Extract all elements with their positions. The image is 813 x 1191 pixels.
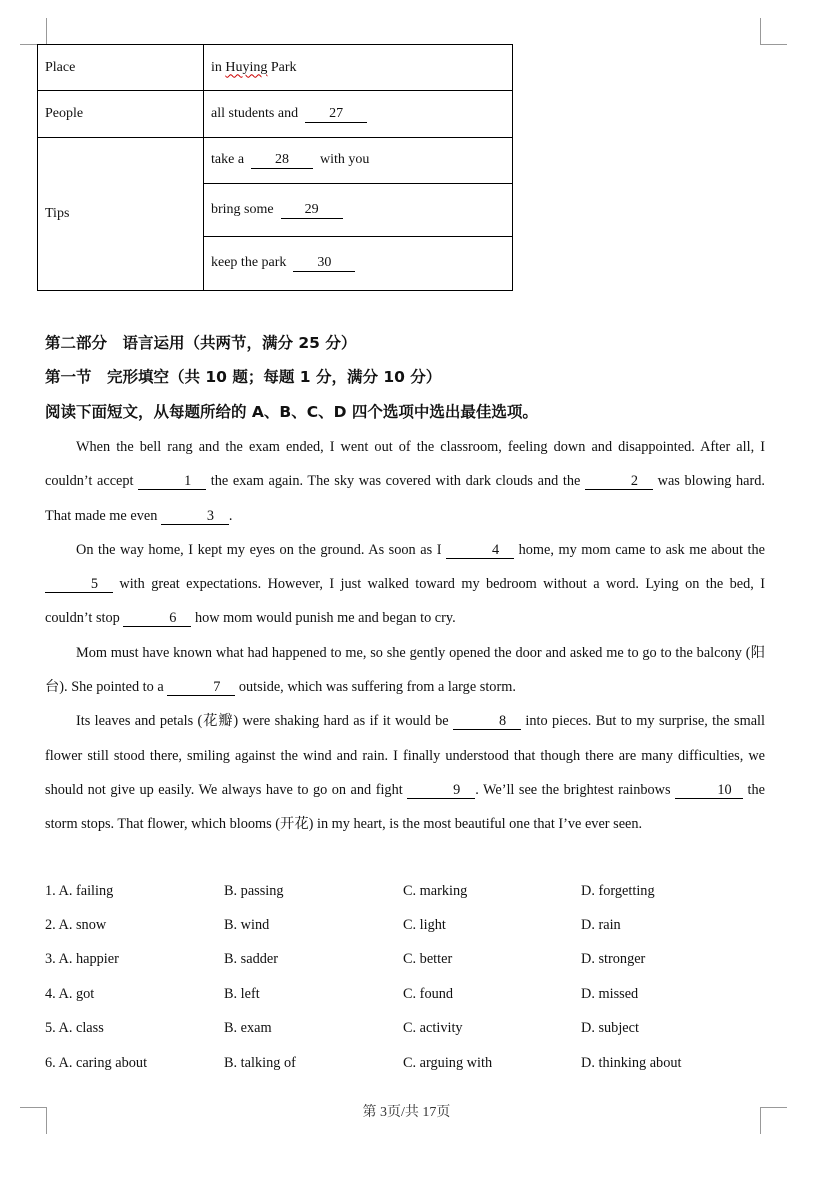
- gap-5: 5: [45, 577, 113, 593]
- blank-30: 30: [293, 255, 355, 272]
- option-b[interactable]: B. talking of: [224, 1054, 296, 1071]
- crop-mark-top-right: [760, 18, 787, 45]
- tip-2: bring some 29: [204, 184, 513, 237]
- blank-29: 29: [281, 202, 343, 219]
- instruction-heading: 阅读下面短文，从每题所给的 A、B、C、D 四个选项中选出最佳选项。: [45, 403, 538, 421]
- tip-1: take a 28 with you: [204, 138, 513, 184]
- option-d[interactable]: D. subject: [581, 1020, 639, 1037]
- table-row-people: [38, 91, 513, 138]
- option-a[interactable]: 1. A. failing: [45, 882, 114, 899]
- blank-27: 27: [305, 106, 367, 123]
- gap-7: 7: [167, 680, 235, 696]
- tips-label: Tips: [38, 138, 204, 291]
- table-row-tip-1: [38, 138, 513, 184]
- option-row-1: [45, 874, 681, 908]
- paragraph-1: When the bell rang and the exam ended, I went out of the classroom, feeling down and disappointed. After all, I couldn’t accept 1 the exam again. The sky was covered with dark clouds and the 2 was blowing hard. That made me even 3 .: [45, 439, 765, 524]
- option-d[interactable]: D. stronger: [581, 951, 646, 968]
- option-c[interactable]: C. marking: [403, 882, 468, 899]
- people-value: all students and 27: [204, 91, 513, 138]
- option-row-4: [45, 977, 681, 1011]
- paragraph-2: On the way home, I kept my eyes on the ground. As soon as I 4 home, my mom came to ask me about the 5 with great expectations. However, I just walked toward my bedroom without a word. Lying on the bed, I couldn’t stop 6 how mom would punish me and began to cry.: [45, 541, 765, 627]
- option-b[interactable]: B. wind: [224, 917, 270, 934]
- option-c[interactable]: C. light: [403, 917, 446, 934]
- option-d[interactable]: D. thinking about: [581, 1054, 682, 1071]
- option-a[interactable]: 2. A. snow: [45, 917, 107, 934]
- gap-2: 2: [585, 474, 653, 490]
- option-b[interactable]: B. sadder: [224, 951, 278, 968]
- gap-1: 1: [138, 474, 206, 490]
- people-label: People: [38, 91, 204, 138]
- option-c[interactable]: C. better: [403, 951, 453, 968]
- gap-8: 8: [453, 714, 521, 730]
- option-d[interactable]: D. missed: [581, 985, 639, 1002]
- info-table: [37, 44, 513, 291]
- place-label: Place: [38, 45, 204, 91]
- section-heading: 第一节 完形填空（共 10 题；每题 1 分，满分 10 分）: [45, 368, 442, 386]
- crop-mark-top-left: [20, 18, 47, 45]
- option-row-2: [45, 908, 681, 942]
- option-c[interactable]: C. activity: [403, 1020, 463, 1037]
- gap-4: 4: [446, 543, 514, 559]
- tip-3: keep the park 30: [204, 237, 513, 291]
- table-row-place: [38, 45, 513, 91]
- place-name: Huying: [225, 59, 268, 75]
- answer-options: [45, 874, 681, 1080]
- option-a[interactable]: 5. A. class: [45, 1020, 104, 1037]
- gap-6: 6: [123, 611, 191, 627]
- page-number-footer: 第 3页/共 17页: [362, 1105, 451, 1120]
- blank-28: 28: [251, 152, 313, 169]
- part-heading: 第二部分 语言运用（共两节，满分 25 分）: [45, 334, 357, 352]
- option-b[interactable]: B. passing: [224, 882, 284, 899]
- paragraph-3: Mom must have known what had happened to me, so she gently opened the door and asked me to go to the balcony (阳台). She pointed to a 7 outside, which was suffering from a large storm.: [45, 644, 765, 696]
- gap-3: 3: [161, 509, 229, 525]
- option-a[interactable]: 6. A. caring about: [45, 1054, 148, 1071]
- paragraph-4: Its leaves and petals (花瓣) were shaking hard as if it would be 8 into pieces. But to my surprise, the small flower still stood there, smiling against the wind and rain. I finally understood that though there are many difficulties, we should not give up easily. We always have to go on and fight 9 . We’ll see the brightest rainbows 10 the storm stops. That flower, which blooms (开花) in my heart, is the most beautiful one that I’ve ever seen.: [45, 713, 765, 833]
- option-b[interactable]: B. left: [224, 985, 260, 1002]
- option-a[interactable]: 3. A. happier: [45, 951, 119, 968]
- option-b[interactable]: B. exam: [224, 1020, 272, 1037]
- gap-10: 10: [675, 783, 743, 799]
- place-value: in Huying Park: [204, 45, 513, 91]
- option-a[interactable]: 4. A. got: [45, 985, 95, 1002]
- gap-9: 9: [407, 783, 475, 799]
- option-c[interactable]: C. found: [403, 985, 454, 1002]
- option-row-5: [45, 1012, 681, 1046]
- option-row-6: [45, 1046, 681, 1080]
- option-row-3: [45, 943, 681, 977]
- option-d[interactable]: D. forgetting: [581, 882, 655, 899]
- cloze-passage: [45, 430, 765, 842]
- option-d[interactable]: D. rain: [581, 917, 621, 934]
- option-c[interactable]: C. arguing with: [403, 1054, 493, 1071]
